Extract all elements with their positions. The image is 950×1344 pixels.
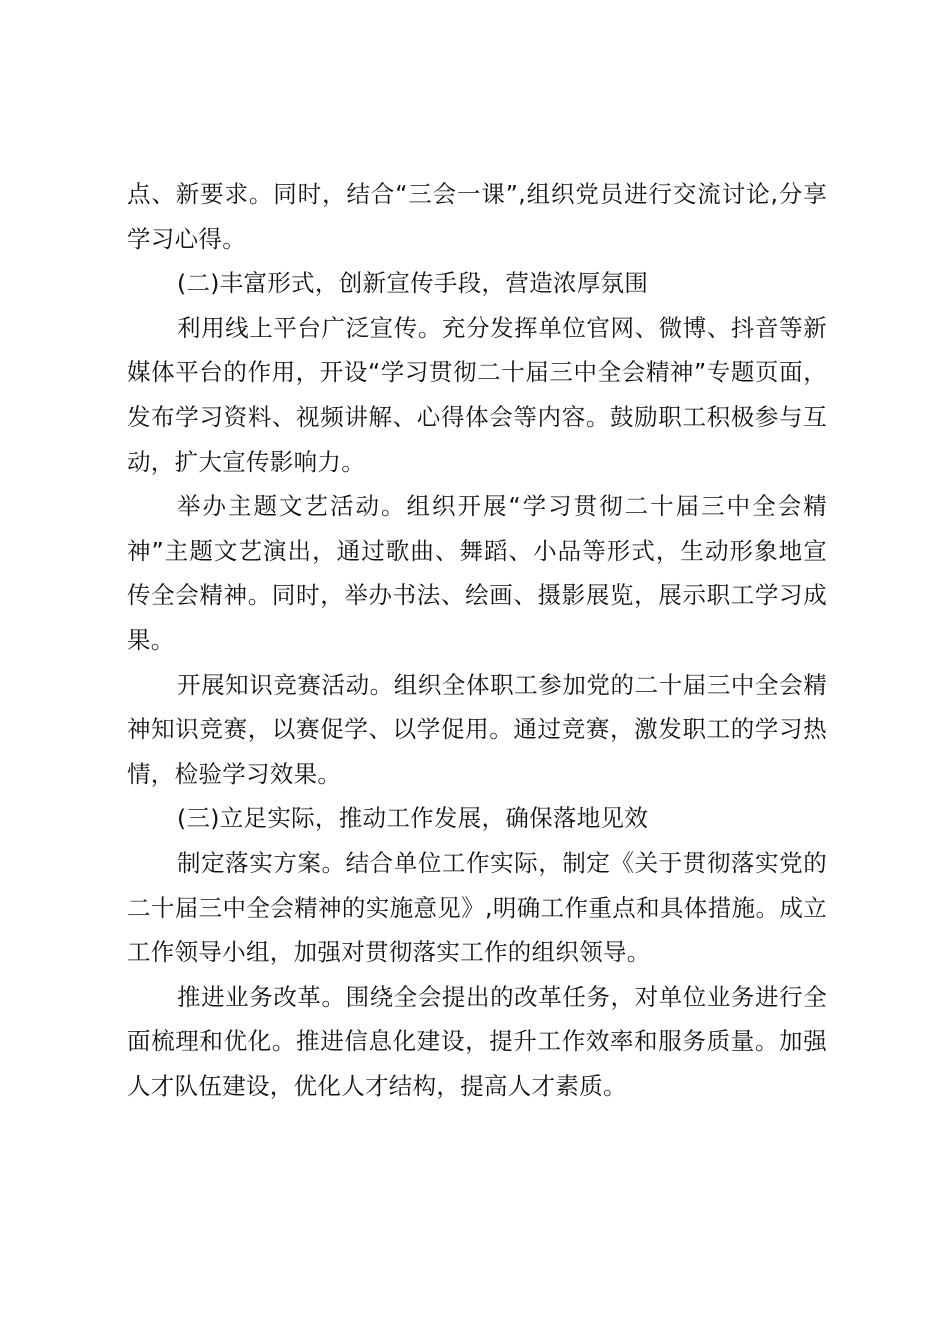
paragraph-continuation: 点、新要求。同时，结合“三会一课”,组织党员进行交流讨论,分享学习心得。 [127,180,827,253]
paragraph-implementation-plan: 制定落实方案。结合单位工作实际，制定《关于贯彻落实党的二十届三中全会精神的实施意见》,明确工作重点和具体措施。成立工作领导小组，加强对贯彻落实工作的组织领导。 [127,848,827,967]
paragraph-art-activities: 举办主题文艺活动。组织开展“学习贯彻二十届三中全会精神”主题文艺演出，通过歌曲、舞蹈、小品等形式，生动形象地宣传全会精神。同时，举办书法、绘画、摄影展览，展示职工学习成果。 [127,492,827,654]
section-heading-3: (三)立足实际，推动工作发展，确保落地见效 [177,804,649,833]
paragraph-knowledge-contest: 开展知识竞赛活动。组织全体职工参加党的二十届三中全会精神知识竞赛，以赛促学、以学促用。通过竞赛，激发职工的学习热情，检验学习效果。 [127,670,827,788]
document-body [127,172,827,1108]
section-heading-2: (二)丰富形式，创新宣传手段，营造浓厚氛围 [177,269,649,298]
paragraph-business-reform: 推进业务改革。围绕全会提出的改革任务，对单位业务进行全面梳理和优化。推进信息化建设，提升工作效率和服务质量。加强人才队伍建设，优化人才结构，提高人才素质。 [127,982,827,1100]
paragraph-online-promotion: 利用线上平台广泛宣传。充分发挥单位官网、微博、抖音等新媒体平台的作用，开设“学习贯彻二十届三中全会精神”专题页面，发布学习资料、视频讲解、心得体会等内容。鼓励职工积极参与互动，扩大宣传影响力。 [127,313,827,476]
